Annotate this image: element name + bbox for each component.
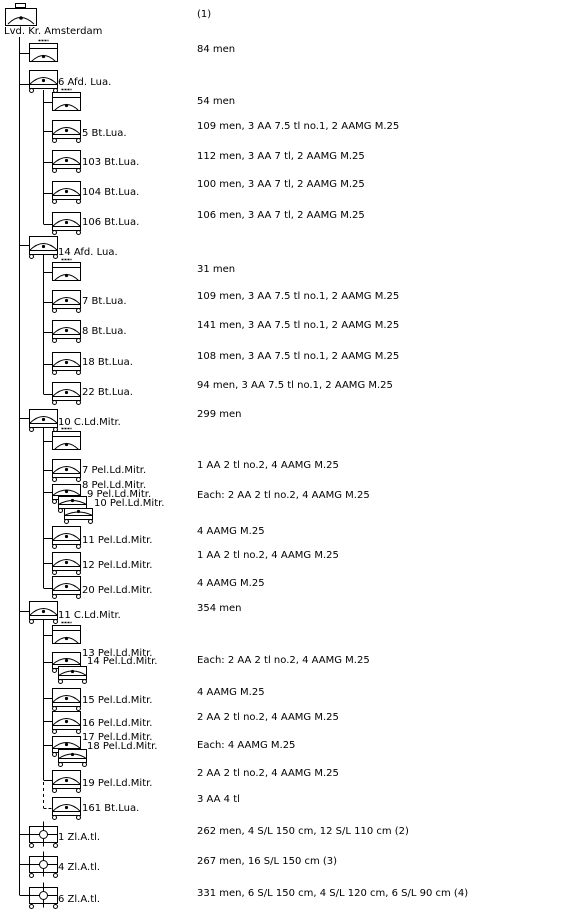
- unit-description: 54 men: [197, 96, 236, 107]
- unit-description: 100 men, 3 AA 7 tl, 2 AAMG M.25: [197, 179, 365, 190]
- unit-label: 6 Afd. Lua.: [58, 77, 112, 88]
- unit-label: 7 Bt.Lua.: [82, 296, 127, 307]
- unit-label: 8 Bt.Lua.: [82, 326, 127, 337]
- root-command-symbol: [6, 4, 37, 26]
- unit-description: 84 men: [197, 44, 236, 55]
- unit-description: 94 men, 3 AA 7.5 tl no.1, 2 AAMG M.25: [197, 380, 393, 391]
- unit-description: 106 men, 3 AA 7 tl, 2 AAMG M.25: [197, 210, 365, 221]
- unit-label: 9 Pel.Ld.Mitr.: [87, 489, 152, 500]
- unit-symbol: [53, 712, 81, 734]
- unit-description: 31 men: [197, 264, 236, 275]
- unit-label: 18 Bt.Lua.: [82, 357, 133, 368]
- unit-symbol: [30, 852, 58, 878]
- unit-description: 3 AA 4 tl: [197, 794, 240, 805]
- unit-label: 20 Pel.Ld.Mitr.: [82, 585, 153, 596]
- unit-symbol: [53, 321, 81, 343]
- unit-label: 16 Pel.Ld.Mitr.: [82, 718, 153, 729]
- unit-label: 18 Pel.Ld.Mitr.: [87, 741, 158, 752]
- unit-description: 109 men, 3 AA 7.5 tl no.1, 2 AAMG M.25: [197, 291, 400, 302]
- unit-description: 262 men, 4 S/L 150 cm, 12 S/L 110 cm (2): [197, 826, 409, 837]
- unit-symbol: [53, 383, 81, 405]
- unit-label: 22 Bt.Lua.: [82, 387, 133, 398]
- unit-label: 8 Pel.Ld.Mitr.: [82, 480, 147, 491]
- unit-description: 108 men, 3 AA 7.5 tl no.1, 2 AAMG M.25: [197, 351, 400, 362]
- unit-description: Each: 2 AA 2 tl no.2, 4 AAMG M.25: [197, 490, 370, 501]
- unit-symbol: [53, 151, 81, 173]
- unit-description: 141 men, 3 AA 7.5 tl no.1, 2 AAMG M.25: [197, 320, 400, 331]
- unit-symbol: [53, 291, 81, 313]
- unit-label: 106 Bt.Lua.: [82, 217, 140, 228]
- unit-description: 1 AA 2 tl no.2, 4 AAMG M.25: [197, 550, 339, 561]
- unit-label: 4 Zl.A.tl.: [58, 862, 101, 873]
- unit-label: 1 Zl.A.tl.: [58, 832, 101, 843]
- unit-symbol: [30, 822, 58, 848]
- unit-description: 4 AAMG M.25: [197, 526, 265, 537]
- unit-symbol: [53, 577, 81, 599]
- unit-description: 2 AA 2 tl no.2, 4 AAMG M.25: [197, 712, 339, 723]
- unit-symbol: [53, 527, 81, 549]
- root-label: Lvd. Kr. Amsterdam: [4, 26, 103, 37]
- unit-symbol: [53, 460, 81, 482]
- unit-label: 17 Pel.Ld.Mitr.: [82, 732, 153, 743]
- unit-description: 4 AAMG M.25: [197, 578, 265, 589]
- unit-symbol: [53, 353, 81, 375]
- unit-symbol: [53, 182, 81, 204]
- unit-symbol: [30, 41, 58, 62]
- unit-symbol: [53, 623, 81, 644]
- unit-symbol: [53, 798, 81, 820]
- unit-symbol: [53, 429, 81, 450]
- unit-label: 11 Pel.Ld.Mitr.: [82, 535, 153, 546]
- unit-label: 104 Bt.Lua.: [82, 187, 140, 198]
- unit-label: 13 Pel.Ld.Mitr.: [82, 648, 153, 659]
- unit-description: 2 AA 2 tl no.2, 4 AAMG M.25: [197, 768, 339, 779]
- unit-symbol: [53, 553, 81, 575]
- unit-label: 15 Pel.Ld.Mitr.: [82, 695, 153, 706]
- unit-label: 19 Pel.Ld.Mitr.: [82, 778, 153, 789]
- unit-label: 7 Pel.Ld.Mitr.: [82, 465, 147, 476]
- unit-label: 10 Pel.Ld.Mitr.: [94, 498, 165, 509]
- unit-symbol: [53, 90, 81, 111]
- unit-label: 103 Bt.Lua.: [82, 157, 140, 168]
- unit-symbol: [59, 750, 87, 767]
- unit-symbol: [53, 771, 81, 793]
- unit-description: 267 men, 16 S/L 150 cm (3): [197, 856, 338, 867]
- unit-description: Each: 4 AAMG M.25: [197, 740, 296, 751]
- unit-symbol: [53, 260, 81, 281]
- unit-symbol: [59, 667, 87, 684]
- unit-label: 6 Zl.A.tl.: [58, 894, 101, 905]
- unit-description: 299 men: [197, 409, 242, 420]
- unit-description: 354 men: [197, 603, 242, 614]
- root-note: (1): [197, 9, 212, 20]
- unit-description: 112 men, 3 AA 7 tl, 2 AAMG M.25: [197, 151, 365, 162]
- unit-symbol: [30, 883, 58, 909]
- unit-label: 14 Pel.Ld.Mitr.: [87, 656, 158, 667]
- unit-label: 11 C.Ld.Mitr.: [58, 610, 121, 621]
- unit-symbol: [30, 71, 58, 93]
- unit-label: 12 Pel.Ld.Mitr.: [82, 560, 153, 571]
- unit-description: 4 AAMG M.25: [197, 687, 265, 698]
- unit-label: 14 Afd. Lua.: [58, 247, 118, 258]
- unit-symbol: [65, 509, 93, 524]
- unit-description: 109 men, 3 AA 7.5 tl no.1, 2 AAMG M.25: [197, 121, 400, 132]
- unit-symbol: [53, 689, 81, 711]
- unit-label: 10 C.Ld.Mitr.: [58, 417, 121, 428]
- unit-label: 161 Bt.Lua.: [82, 803, 140, 814]
- unit-description: 331 men, 6 S/L 150 cm, 4 S/L 120 cm, 6 S/L 90 cm (4): [197, 888, 469, 899]
- unit-symbol: [53, 213, 81, 235]
- unit-description: Each: 2 AA 2 tl no.2, 4 AAMG M.25: [197, 655, 370, 666]
- unit-symbol: [53, 121, 81, 143]
- unit-description: 1 AA 2 tl no.2, 4 AAMG M.25: [197, 460, 339, 471]
- unit-label: 5 Bt.Lua.: [82, 128, 127, 139]
